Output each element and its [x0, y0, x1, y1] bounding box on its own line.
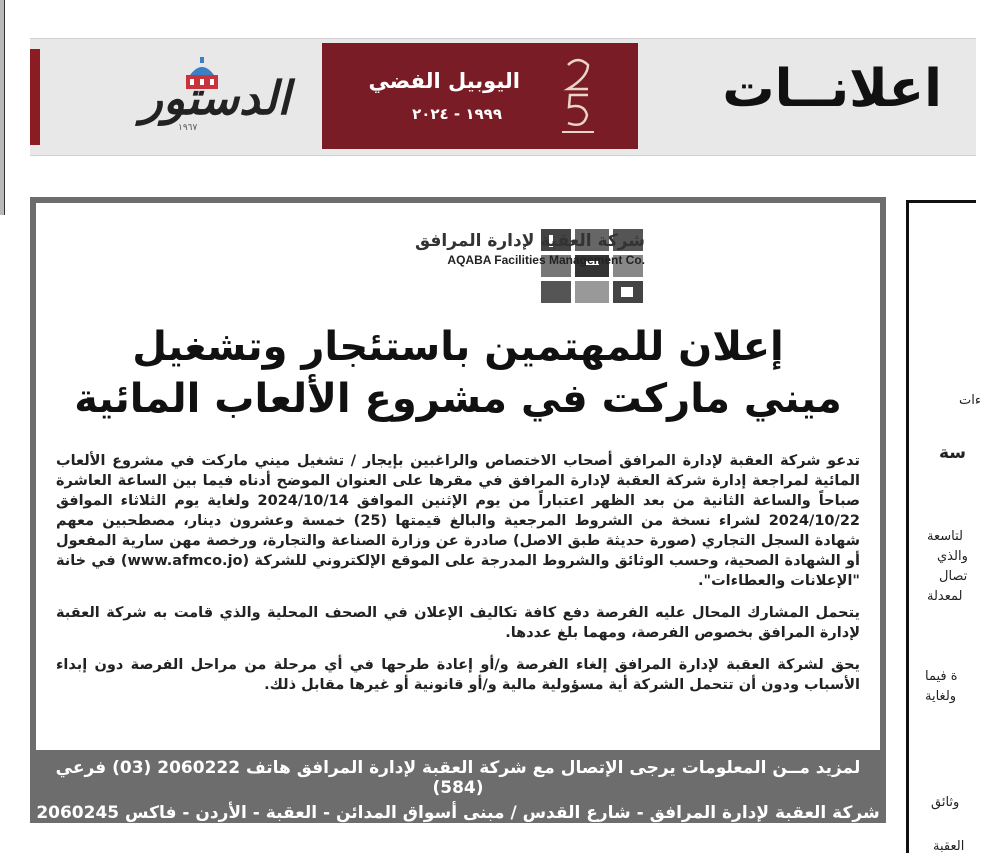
ad-paragraph-rights: يحق لشركة العقبة لإدارة المرافق إلغاء الفرصة و/أو إعادة طرحها في أي مرحلة من مراحل الفرصة دون إبداء الأسباب ودون أن تتحمل الشركة أية مسؤولية مالية و/أو قانونية أو غيرها مقابل ذلك. — [56, 657, 860, 693]
adjacent-ad-column — [906, 200, 981, 854]
footer-contact-phone: لمزيد مــن المعلومات يرجى الإتصال مع شركة العقبة لإدارة المرافق هاتف 2060222 (03) فرعي (584) — [55, 758, 861, 798]
column-fragment: ولغاية — [925, 689, 957, 704]
footer-contact-address: شركة العقبة لإدارة المرافق - شارع القدس / مبنى أسواق المدائن - العقبة - الأردن - فاكس 2060245 (03) — [36, 803, 880, 843]
column-fragment: العقبة — [933, 839, 965, 854]
jubilee-title: اليوبيل الفضي — [368, 69, 520, 93]
column-fragment: لتاسعة — [927, 529, 963, 544]
company-name — [415, 231, 645, 267]
ad-body — [56, 451, 860, 707]
header-red-tab — [30, 49, 40, 145]
column-fragment: سة — [939, 443, 967, 463]
left-edge-line — [4, 0, 5, 215]
column-fragment: ءات — [959, 393, 981, 408]
column-fragment: وثائق — [931, 795, 960, 810]
ad-headline — [66, 321, 850, 425]
column-fragment: تصال — [939, 569, 968, 584]
column-fragment: والذي — [937, 549, 968, 564]
column-fragment: لمعدلة — [927, 589, 963, 604]
jubilee-years: ١٩٩٩ - ٢٠٢٤ — [412, 105, 502, 123]
ad-paragraph-costs: يتحمل المشارك المحال عليه الفرصة دفع كافة تكاليف الإعلان في الصحف المحلية والذي قامت به شركة العقبة لإدارة المرافق بخصوص الفرصة، ومهما بلغ عددها. — [56, 605, 860, 641]
column-fragment: ة فيما — [925, 669, 958, 684]
advertisement-box — [30, 197, 886, 843]
page-header-band — [30, 38, 976, 156]
headline-line-2: ميني ماركت في مشروع الألعاب المائية — [74, 376, 842, 422]
ad-contact-footer — [36, 750, 880, 843]
advertisement-body — [36, 203, 880, 750]
newspaper-since: ١٩٦٧ — [178, 123, 198, 133]
company-name-english: AQABA Facilities Management Co. — [447, 253, 645, 267]
section-title: اعلانــات — [722, 59, 942, 119]
silver-jubilee-banner — [322, 43, 638, 149]
company-name-arabic: شركة العقبة لإدارة المرافق — [414, 231, 645, 251]
headline-line-1: إعلان للمهتمين باستئجار وتشغيل — [132, 324, 784, 370]
ad-paragraph-invitation: تدعو شركة العقبة لإدارة المرافق أصحاب الاختصاص والراغبين بإيجار / تشغيل ميني ماركت في مشروع الألعاب المائية لمراجعة إدارة شركة العقبة لإدارة المرافق في مقرها على العنوان الموضح أدناه فيما بين الساعة العاشرة صباحاً والساعة الثانية من بعد الظهر اعتباراً من يوم الإثنين الموافق 2024/10/14 ولغاية يوم الثلاثاء الموافق 2024/10/22 لشراء نسخة من الشروط المرجعية والبالغ قيمتها (25) خمسة وعشرون دينار، مصطحبين معهم شهادة السجل التجاري (صورة حديثة طبق الاصل) صادرة عن وزارة الصناعة والتجارة، ورخصة مهن سارية المفعول أو الشهادة الصحية، وحسب الوثائق والشروط المدرجة على الموقع الإلكتروني للشركة (www.afmco.jo) في خانة "الإعلانات والعطاءات". — [56, 453, 860, 589]
25-emblem-icon — [554, 55, 602, 139]
newspaper-logo — [118, 57, 298, 141]
newspaper-name: الدستور — [140, 71, 290, 125]
